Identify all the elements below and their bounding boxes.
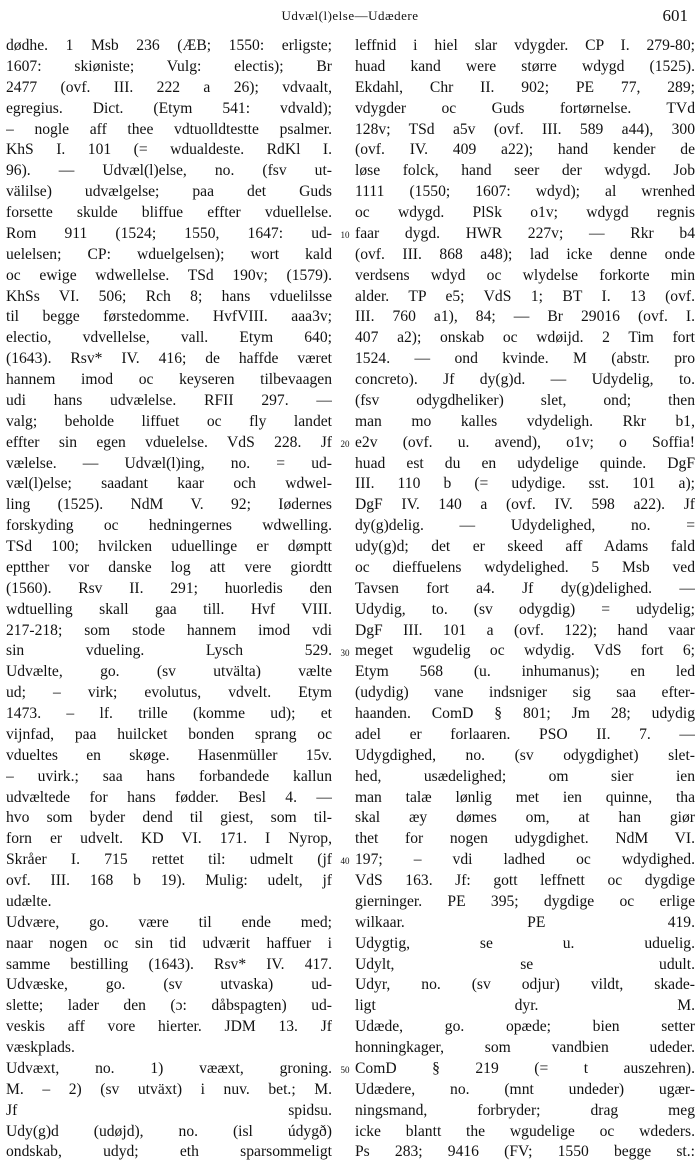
left-column	[6, 36, 332, 1163]
text-line: Ekdahl, Chr II. 902; PE 77, 289;	[355, 78, 695, 96]
text-line: naar nogen oc sin tid udværit haffuer i	[6, 934, 332, 952]
text-line: Udæde, go. opæde; bien setter	[355, 1018, 695, 1036]
text-line: udy(g)d; det er skeed aff Adams fald	[355, 538, 695, 555]
text-line: III. 110 b (= udydige. sst. 101 a);	[355, 475, 695, 493]
text-line: adel er forlaaren. PSO II. 7. —	[355, 725, 695, 743]
text-line: Ps 283; 9416 (FV; 1550 begge st.:	[355, 1143, 695, 1161]
text-line: 1473. – lf. trille (komme ud); et	[6, 705, 332, 722]
text-line: dødhe. 1 Msb 236 (ÆB; 1550: erligste;	[6, 37, 332, 54]
text-line: KhSs VI. 506; Rch 8; hans vduelilsse	[6, 287, 332, 305]
text-line: Udvælte, go. (sv utvälta) vælte	[6, 663, 332, 681]
text-line: 96). — Udvæl(l)else, no. (fsv ut-	[6, 162, 332, 180]
text-line: løse folck, hand seer der wdygd. Job	[355, 162, 695, 180]
text-line: udi hans udvælelse. RFII 297. —	[6, 391, 332, 409]
text-line: icke blantt the wgudelige oc wdeders.	[355, 1122, 695, 1140]
text-line: Udy(g)d (udøjd), no. (isl údygð)	[6, 1122, 332, 1140]
text-line: hed, usædelighed; om sier ien	[355, 767, 695, 785]
text-line: forskyding oc hedningernes wdwelling.	[6, 517, 332, 535]
text-line: skal æy dømes om, at han giør	[355, 809, 695, 827]
text-line: Udyr, no. (sv odjur) vildt, skade-	[355, 976, 695, 994]
text-line: man talæ lønlig met ien quinne, tha	[355, 788, 695, 806]
right-column	[355, 36, 695, 1163]
text-line: haanden. ComD § 801; Jm 28; udydig	[355, 705, 695, 722]
text-line: vdygder oc Guds fortørnelse. TVd	[355, 99, 695, 117]
text-line: hvo som byder dend til giest, som til-	[6, 809, 332, 827]
text-line: Udygtig, se u. uduelig.	[355, 934, 695, 952]
text-line: sin vdueling. Lysch 529.	[6, 642, 332, 660]
text-line: vijnfad, paa huilcket bonden sprang oc	[6, 725, 332, 743]
text-line: huad est du en udydelige quinde. DgF	[355, 454, 695, 472]
text-line: DgF IV. 140 a (ovf. IV. 598 a22). Jf	[355, 496, 695, 514]
text-line: oc dieffuelens wdydelighed. 5 Msb ved	[355, 558, 695, 576]
page-header	[0, 6, 700, 28]
text-line: gierninger. PE 395; dygdige oc erlige	[355, 892, 695, 910]
text-line: eptther vor danske log att vere giordtt	[6, 558, 332, 576]
text-line: Etym 568 (u. inhumanus); en led	[355, 663, 695, 681]
text-line: oc wdygd. PlSk o1v; wdygd regnis	[355, 204, 695, 221]
text-line: concreto). Jf dy(g)d. — Udydelig, to.	[355, 371, 695, 388]
text-line: (1560). Rsv II. 291; huorledis den	[6, 579, 332, 597]
text-line: wilkaar. PE 419.	[355, 913, 695, 931]
text-line: wdtuelling skall gaa till. Hvf VIII.	[6, 600, 332, 618]
text-line: 1607: skiøniste; Vulg: electis); Br	[6, 57, 332, 75]
line-number: 50	[340, 1065, 350, 1076]
text-line: Udygdighed, no. (sv odygdighet) slet-	[355, 746, 695, 764]
text-line: dy(g)delig. — Udydelighed, no. =	[355, 517, 695, 535]
text-line: Udylt, se udult.	[355, 955, 695, 973]
text-line: Tavsen fort a4. Jf dy(g)delighed. —	[355, 579, 695, 597]
text-line: 1111 (1550; 1607: wdyd); al wrenhed	[355, 183, 695, 201]
text-line: vdueltes en skøge. Hasenmüller 15v.	[6, 746, 332, 764]
text-line: 128v; TSd a5v (ovf. III. 589 a44), 300	[355, 120, 695, 138]
text-line: udælte.	[6, 892, 52, 910]
text-line: vælelse. — Udvæl(l)ing, no. = ud-	[6, 454, 332, 472]
text-line: Rom 911 (1524; 1550, 1647: ud-	[6, 224, 332, 242]
text-line: Udydig, to. (sv odygdig) = udydelig;	[355, 600, 695, 618]
line-number: 30	[340, 647, 350, 658]
text-line: M. – 2) (sv utväxt) i nuv. bet.; M.	[6, 1080, 332, 1098]
text-line: til begge førstedomme. HvfVIII. aaa3v;	[6, 308, 332, 326]
text-line: hannem imod oc keyseren tilbevaagen	[6, 371, 332, 388]
text-line: 197; – vdi ladhed oc wdydighed.	[355, 851, 695, 869]
text-line: leffnid i hiel slar vdygder. CP I. 279-80;	[355, 37, 695, 54]
text-line: veskis aff vore hierter. JDM 13. Jf	[6, 1018, 332, 1036]
text-line: oc ewige wdwellelse. TSd 190v; (1579).	[6, 266, 332, 284]
text-line: Udædere, no. (mnt undeder) ugær-	[355, 1080, 695, 1098]
text-line: III. 760 a1), 84; — Br 29016 (ovf. I.	[355, 308, 695, 326]
text-line: væl(l)else; saadant kaar och wdwel-	[6, 475, 332, 493]
text-line: egregius. Dict. (Etym 541: vdvald);	[6, 99, 332, 117]
line-number: 10	[340, 229, 350, 240]
text-line: e2v (ovf. u. avend), o1v; o Soffia!	[355, 433, 695, 451]
text-line: væskplads.	[6, 1039, 75, 1056]
text-line: välilse) udvælgelse; paa det Guds	[6, 183, 332, 201]
text-line: VdS 163. Jf: gott leffnett oc dygdige	[355, 872, 695, 889]
text-line: effter sin egen vduelelse. VdS 228. Jf	[6, 433, 332, 451]
text-line: (ovf. III. 868 a48); lad icke denne onde	[355, 245, 695, 263]
text-line: meget wgudelig oc wdydig. VdS fort 6;	[355, 642, 695, 660]
text-line: 217-218; som stode hannem imod vdi	[6, 621, 332, 639]
text-line: (ovf. IV. 409 a22); hand kender de	[355, 141, 695, 159]
text-line: thet for nogen udygdighet. NdM VI.	[355, 830, 695, 848]
text-line: samme bestilling (1643). Rsv* IV. 417.	[6, 955, 332, 973]
text-line: ComD § 219 (= t auszehren).	[355, 1059, 695, 1077]
text-line: verdsens wdyd oc wlydelse forkorte min	[355, 266, 695, 284]
line-number: 20	[340, 438, 350, 449]
text-line: udvæltede for hans fødder. Besl 4. —	[6, 788, 332, 806]
line-number: 40	[340, 856, 350, 867]
text-line: electio, vdvellelse, vall. Etym 640;	[6, 329, 332, 347]
text-line: – uvirk.; saa hans forbandede kallun	[6, 767, 332, 785]
text-line: ligt dyr. M.	[355, 997, 695, 1015]
text-line: 407 a2); onskab oc wdøijd. 2 Tim fort	[355, 329, 695, 347]
text-line: valg; beholde liffuet oc fly landet	[6, 412, 332, 430]
text-line: ondskab, udyd; eth sparsommeligt	[6, 1143, 332, 1161]
page-number: 601	[662, 6, 688, 25]
text-line: 1524. — ond kvinde. M (abstr. pro	[355, 350, 695, 368]
text-line: Udvæxt, no. 1) vææxt, groning.	[6, 1059, 332, 1077]
text-line: alder. TP e5; VdS 1; BT I. 13 (ovf.	[355, 287, 695, 305]
text-line: forn er udvelt. KD VI. 171. I Nyrop,	[6, 830, 332, 848]
text-line: TSd 100; hvilcken uduellinge er dømptt	[6, 538, 332, 555]
text-line: ningsmand, forbryder; drag meg	[355, 1101, 695, 1119]
text-line: faar dygd. HWR 227v; — Rkr b4	[355, 224, 695, 242]
text-line: DgF III. 101 a (ovf. 122); hand vaar	[355, 621, 695, 639]
text-line: (1643). Rsv* IV. 416; de haffde været	[6, 350, 332, 368]
text-line: (udydig) vane indsniger sig saa efter-	[355, 684, 695, 702]
text-line: Skråer I. 715 rettet til: udmelt (jf	[6, 851, 332, 869]
text-line: huad kand were større wdygd (1525).	[355, 57, 695, 75]
text-line: KhS I. 101 (= wdualdeste. RdKl I.	[6, 141, 332, 159]
text-line: Udvæske, go. (sv utvaska) ud-	[6, 976, 332, 994]
running-title: Udvæl(l)else—Udædere	[281, 8, 419, 23]
text-line: ud; – virk; evolutus, vdvelt. Etym	[6, 684, 332, 702]
text-line: – nogle aff thee vdtuolldtestte psalmer.	[6, 120, 332, 138]
text-line: 2477 (ovf. III. 222 a 26); vdvaalt,	[6, 78, 332, 96]
text-line: slette; lader den (ɔ: dåbspagten) ud-	[6, 997, 332, 1015]
text-line: (fsv odygdheliker) slet, ond; then	[355, 391, 695, 409]
text-line: ovf. III. 168 b 19). Mulig: udelt, jf	[6, 872, 332, 889]
text-line: honningkager, som vandbien udeder.	[355, 1039, 695, 1056]
text-line: forsette skulde bliffue effter vduellelse.	[6, 204, 332, 221]
text-line: ling (1525). NdM V. 92; Iødernes	[6, 496, 332, 514]
text-line: Udvære, go. være til ende med;	[6, 913, 332, 931]
text-line: Jf spidsu.	[6, 1101, 332, 1119]
text-line: man mo kalles vdydeligh. Rkr b1,	[355, 412, 695, 430]
text-line: uelelsen; CP: wduelgelsen); wort kald	[6, 245, 332, 263]
